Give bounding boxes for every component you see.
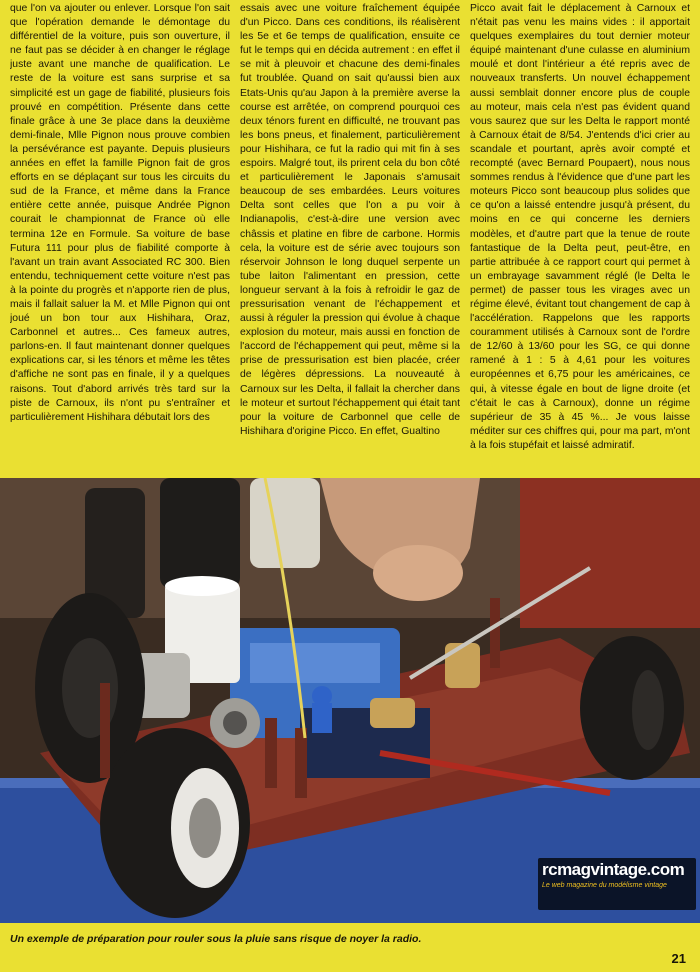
article-text-column-1: que l'on va ajouter ou enlever. Lorsque l'on sait que l'opération demande le démontage du différentiel de la voiture, puis son ouverture, il ne faut pas se décider à en changer le réglage juste avant une manche de qualification. Le reste de la voiture est sans surprise et sa simplicité est un gage de fiabilité, plusieurs fois prouvé en compétition. Présente dans cette finale grâce à une 3e place dans la deuxième demi-finale, Mlle Pignon nous prouve combien la persévérance est payante. Depuis plusieurs années en effet la famille Pignon fait de gros efforts en se déplaçant sur tous les circuits du sud de la France, et même dans la France entière cette année, puisque Andrée Pignon courait le championnat de France où elle termina 12e en Formule. Sa voiture de base Futura 111 pour plus de fiabilité comporte à l'avant un train avant Associated RC 300. Bien entendu, techniquement cette voiture n'est pas à la pointe du progrès et n'apporte rien de plus, mais il fallait saluer la M. et Mlle Pignon qui ont joué un bon tour aux Hishihara, Oraz, Carbonnel et autres... Ces fameux autres, parlons-en. Il faut maintenant donner quelques explications car, si les ténors et même les têtes d'affiche ne sont pas en finale, il y a quelques raisons. Tout d'abord arrivés très tard sur la piste de Carnoux, ils n'ont pu s'entraîner et particulièrement Hishihara débutait lors des bbox=[10, 3, 230, 423]
article-text-column-2: essais avec une voiture fraîchement équipée d'un Picco. Dans ces conditions, ils réalisèrent les 5e et 6e temps de qualification, ensuite ce fut le temps qui en décida autrement : en effet il se mit à pleuvoir et chacune des demi-finales fut troublée. Quand on sait qu'aussi bien aux Etats-Unis qu'au Japon à la première averse la course est arrêtée, on comprend pourquoi ces deux ténors furent en difficulté, ne trouvant pas les bons pneus, et finalement, particulièrement pour Hishihara, ce fut la radio qui mit fin à ses espoirs. Malgré tout, ils prirent cela du bon côté et particulièrement le Japonais s'amusait beaucoup de ses embardées. Leurs voitures Delta sont celles que l'on a pu voir à Indianapolis, c'est-à-dire une version avec châssis et platine en fibre de carbone. Hormis cela, la voiture est de série avec toujours son réservoir Johnson le long duquel serpente un tube laiton l'alimentant en pression, cette longueur servant à la fois à refroidir le gaz de pressurisation venant de l'échappement et aussi à réguler la pression qui évolue à chaque explosion du moteur, mais aussi en fonction de l'accord de l'échappement qui peut, même si la prise de pressurisation est bien placée, créer de légères dépressions. La nouveauté à Carnoux sur les Delta, il fallait la chercher dans le moteur et surtout l'échappement qui était tant pour la voiture de Carbonnel que celle de Hishihara d'origine Picco. En effet, Gualtino bbox=[240, 3, 460, 437]
rc-car-photo bbox=[0, 478, 700, 923]
article-column-1 bbox=[10, 2, 230, 468]
article-column-3 bbox=[470, 2, 690, 468]
watermark-subtitle: Le web magazine du modélisme vintage bbox=[542, 882, 667, 889]
watermark-badge bbox=[538, 858, 696, 910]
article-column-2 bbox=[240, 2, 460, 468]
watermark-title: rcmagvintage.com bbox=[542, 860, 685, 879]
photo-caption: Un exemple de préparation pour rouler sous la pluie sans risque de noyer la radio. bbox=[10, 933, 422, 945]
page-number: 21 bbox=[671, 951, 686, 966]
article-text-column-3: Picco avait fait le déplacement à Carnoux et n'était pas venu les mains vides : il apportait quelques exemplaires du tout dernier moteur équipé maintenant d'une culasse en aluminium moulé et dont l'intérieur a été repris avec de nouveaux transferts. Un nouvel échappement aussi semblait donner encore plus de couple au moteur, mais cela n'est pas évident quand vous saurez que sur les Delta le rapport monté à Carnoux était de 8/54. J'entends d'ici crier au scandale et pourtant, après avoir compté et recompté (avec Bernard Poupaert), nous nous sommes rendus à l'évidence que d'une part les moteurs Picco sont beaucoup plus solides que ce qu'on a laissé entendre jusqu'à présent, du moins en ce qui concerne les derniers modèles, et d'autre part que la tenue de route fantastique de la Delta peut, peut-être, en partie attribuée à ce rapport court qui permet à un embrayage savamment réglé (le Delta le permet) de passer tous les virages avec un régime élevé, évitant tout changement de cap à l'accélération. Rappelons que les rapports couramment utilisés à Carnoux sont de l'ordre de 12/60 à 13/60 pour les SG, ce qui donne ramené à 1 : 5 à 4,61 pour les voitures européennes et 6,75 pour les américaines, ce qui, à vitesse égale en bout de ligne droite (et c'était le cas à Carnoux), donne un régime supérieur de 35 à 45 %... Je vous laisse méditer sur ces chiffres qui, pour ma part, m'ont à la fois stupéfait et laissé admiratif. bbox=[470, 3, 690, 451]
rc-car-illustration bbox=[0, 478, 700, 923]
article-columns bbox=[10, 2, 690, 468]
